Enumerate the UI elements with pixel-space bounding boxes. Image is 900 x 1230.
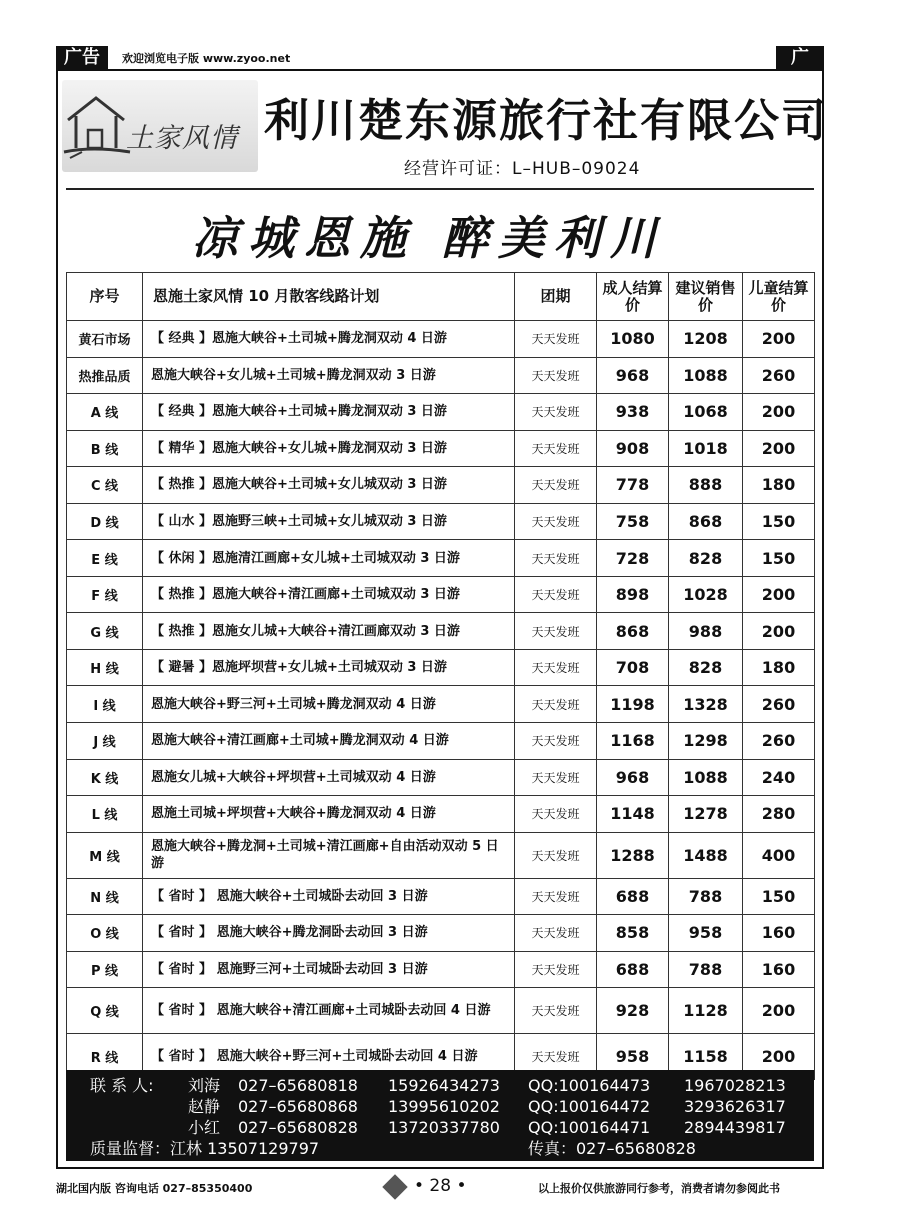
adult-price: 758 [597, 503, 669, 540]
child-price: 260 [743, 686, 815, 723]
child-price: 280 [743, 796, 815, 833]
contact-qq[interactable]: QQ:100164471 [528, 1118, 651, 1137]
retail-price: 1068 [669, 394, 743, 431]
logo [62, 80, 258, 172]
contact-line [66, 1097, 814, 1117]
route-id: M 线 [67, 832, 143, 878]
route-name: 【 山水 】恩施野三峡+土司城+女儿城双动 3 日游 [143, 503, 515, 540]
route-name: 【 精华 】恩施大峡谷+女儿城+腾龙洞双动 3 日游 [143, 430, 515, 467]
route-name: 【 省时 】 恩施大峡谷+清江画廊+土司城卧去动回 4 日游 [143, 988, 515, 1034]
child-price: 200 [743, 394, 815, 431]
adult-price: 728 [597, 540, 669, 577]
route-term: 天天发班 [515, 796, 597, 833]
retail-price: 1028 [669, 576, 743, 613]
adult-price: 968 [597, 759, 669, 796]
child-price: 180 [743, 467, 815, 504]
child-price: 400 [743, 832, 815, 878]
adult-price: 708 [597, 649, 669, 686]
table-row [67, 576, 815, 613]
house-logo-icon [62, 86, 132, 166]
table-row [67, 796, 815, 833]
route-id: 热推品质 [67, 357, 143, 394]
retail-price: 988 [669, 613, 743, 650]
contact-qq[interactable]: QQ:100164473 [528, 1076, 651, 1095]
retail-price: 868 [669, 503, 743, 540]
table-row [67, 430, 815, 467]
company-name: 利川楚东源旅行社有限公司 [264, 94, 829, 147]
retail-price: 1488 [669, 832, 743, 878]
route-name: 【 热推 】恩施大峡谷+清江画廊+土司城双动 3 日游 [143, 576, 515, 613]
table-row [67, 723, 815, 760]
child-price: 200 [743, 1034, 815, 1080]
route-id: L 线 [67, 796, 143, 833]
contact-panel [66, 1070, 814, 1161]
route-name: 恩施大峡谷+野三河+土司城+腾龙洞双动 4 日游 [143, 686, 515, 723]
route-id: E 线 [67, 540, 143, 577]
route-id: P 线 [67, 951, 143, 988]
diamond-icon [382, 1174, 407, 1199]
adult-price: 1168 [597, 723, 669, 760]
route-term: 天天发班 [515, 576, 597, 613]
table-row [67, 832, 815, 878]
route-id: R 线 [67, 1034, 143, 1080]
route-id: K 线 [67, 759, 143, 796]
child-price: 150 [743, 503, 815, 540]
retail-price: 828 [669, 540, 743, 577]
route-name: 恩施女儿城+大峡谷+坪坝营+土司城双动 4 日游 [143, 759, 515, 796]
route-id: N 线 [67, 878, 143, 915]
fax-number[interactable]: 传真：027–65680828 [528, 1139, 696, 1158]
contact-line [66, 1118, 814, 1138]
retail-price: 888 [669, 467, 743, 504]
route-name: 恩施大峡谷+女儿城+土司城+腾龙洞双动 3 日游 [143, 357, 515, 394]
route-id: C 线 [67, 467, 143, 504]
table-row [67, 988, 815, 1034]
route-id: A 线 [67, 394, 143, 431]
child-price: 260 [743, 723, 815, 760]
header-term: 团期 [515, 273, 597, 321]
adult-price: 1288 [597, 832, 669, 878]
header-route: 恩施土家风情 10 月散客线路计划 [143, 273, 515, 321]
retail-price: 788 [669, 951, 743, 988]
contact-name: 赵静 [188, 1097, 221, 1116]
retail-price: 1088 [669, 357, 743, 394]
route-term: 天天发班 [515, 467, 597, 504]
contact-alt[interactable]: 1967028213 [684, 1076, 786, 1095]
route-name: 【 经典 】恩施大峡谷+土司城+腾龙洞双动 3 日游 [143, 394, 515, 431]
table-row [67, 878, 815, 915]
table-row [67, 649, 815, 686]
route-id: B 线 [67, 430, 143, 467]
ad-tag-left: 广告 [56, 46, 108, 70]
child-price: 150 [743, 878, 815, 915]
table-row [67, 686, 815, 723]
contact-qq[interactable]: QQ:100164472 [528, 1097, 651, 1116]
child-price: 240 [743, 759, 815, 796]
table-row [67, 540, 815, 577]
route-id: Q 线 [67, 988, 143, 1034]
adult-price: 778 [597, 467, 669, 504]
route-term: 天天发班 [515, 878, 597, 915]
route-term: 天天发班 [515, 759, 597, 796]
footer-disclaimer: 以上报价仅供旅游同行参考，消费者请勿参阅此书 [538, 1182, 780, 1195]
adult-price: 688 [597, 878, 669, 915]
child-price: 200 [743, 576, 815, 613]
adult-price: 1148 [597, 796, 669, 833]
table-row [67, 613, 815, 650]
route-name: 【 热推 】恩施女儿城+大峡谷+清江画廊双动 3 日游 [143, 613, 515, 650]
child-price: 160 [743, 915, 815, 952]
quality-supervisor: 质量监督：江林 13507129797 [90, 1139, 320, 1158]
table-row [67, 321, 815, 358]
contact-mobile[interactable]: 15926434273 [388, 1076, 500, 1095]
contact-line [66, 1076, 814, 1096]
contact-name: 小红 [188, 1118, 221, 1137]
header-id: 序号 [67, 273, 143, 321]
table-row [67, 357, 815, 394]
license-number: 经营许可证：L–HUB–09024 [404, 159, 641, 179]
table-row [67, 394, 815, 431]
header-retail: 建议销售价 [669, 273, 743, 321]
contact-mobile[interactable]: 13720337780 [388, 1118, 500, 1137]
route-id: H 线 [67, 649, 143, 686]
adult-price: 908 [597, 430, 669, 467]
adult-price: 928 [597, 988, 669, 1034]
retail-price: 1018 [669, 430, 743, 467]
contact-alt[interactable]: 2894439817 [684, 1118, 786, 1137]
contact-tel[interactable]: 027–65680868 [238, 1097, 358, 1116]
header-divider [66, 188, 814, 190]
route-term: 天天发班 [515, 540, 597, 577]
adult-price: 858 [597, 915, 669, 952]
child-price: 160 [743, 951, 815, 988]
child-price: 200 [743, 988, 815, 1034]
route-term: 天天发班 [515, 357, 597, 394]
route-term: 天天发班 [515, 321, 597, 358]
table-row [67, 951, 815, 988]
retail-price: 1298 [669, 723, 743, 760]
child-price: 150 [743, 540, 815, 577]
page-number: • 28 • [414, 1176, 467, 1196]
footer-left: 湖北国内版 咨询电话 027–85350400 [56, 1182, 253, 1195]
route-id: I 线 [67, 686, 143, 723]
table-row [67, 467, 815, 504]
route-price-table [66, 272, 815, 1080]
route-name: 【 热推 】恩施大峡谷+土司城+女儿城双动 3 日游 [143, 467, 515, 504]
route-term: 天天发班 [515, 503, 597, 540]
route-name: 恩施大峡谷+腾龙洞+土司城+清江画廊+自由活动双动 5 日游 [143, 832, 515, 878]
route-name: 【 经典 】恩施大峡谷+土司城+腾龙洞双动 4 日游 [143, 321, 515, 358]
route-term: 天天发班 [515, 613, 597, 650]
retail-price: 958 [669, 915, 743, 952]
child-price: 200 [743, 321, 815, 358]
contact-alt[interactable]: 3293626317 [684, 1097, 786, 1116]
table-row [67, 915, 815, 952]
contact-name: 刘海 [188, 1076, 221, 1095]
header-child: 儿童结算价 [743, 273, 815, 321]
route-id: J 线 [67, 723, 143, 760]
contact-tel[interactable]: 027–65680828 [238, 1118, 358, 1137]
route-id: G 线 [67, 613, 143, 650]
adult-price: 1198 [597, 686, 669, 723]
retail-price: 788 [669, 878, 743, 915]
route-id: O 线 [67, 915, 143, 952]
ad-tag-right: 广告 [776, 46, 824, 70]
retail-price: 1128 [669, 988, 743, 1034]
adult-price: 688 [597, 951, 669, 988]
adult-price: 968 [597, 357, 669, 394]
route-term: 天天发班 [515, 1034, 597, 1080]
retail-price: 828 [669, 649, 743, 686]
route-term: 天天发班 [515, 832, 597, 878]
table-header-row [67, 273, 815, 321]
slogan: 凉城恩施 醉美利川 [192, 211, 667, 265]
route-id: F 线 [67, 576, 143, 613]
child-price: 200 [743, 430, 815, 467]
route-name: 【 省时 】 恩施野三河+土司城卧去动回 3 日游 [143, 951, 515, 988]
child-price: 200 [743, 613, 815, 650]
route-name: 恩施土司城+坪坝营+大峡谷+腾龙洞双动 4 日游 [143, 796, 515, 833]
retail-price: 1158 [669, 1034, 743, 1080]
header-adult: 成人结算价 [597, 273, 669, 321]
route-name: 【 省时 】 恩施大峡谷+野三河+土司城卧去动回 4 日游 [143, 1034, 515, 1080]
contact-mobile[interactable]: 13995610202 [388, 1097, 500, 1116]
adult-price: 938 [597, 394, 669, 431]
route-term: 天天发班 [515, 915, 597, 952]
retail-price: 1278 [669, 796, 743, 833]
contact-line [66, 1139, 814, 1159]
route-term: 天天发班 [515, 951, 597, 988]
adult-price: 868 [597, 613, 669, 650]
contact-label: 联 系 人: [90, 1076, 154, 1095]
route-term: 天天发班 [515, 723, 597, 760]
table-row [67, 503, 815, 540]
child-price: 180 [743, 649, 815, 686]
route-name: 【 避暑 】恩施坪坝营+女儿城+土司城双动 3 日游 [143, 649, 515, 686]
retail-price: 1328 [669, 686, 743, 723]
route-name: 【 省时 】 恩施大峡谷+土司城卧去动回 3 日游 [143, 878, 515, 915]
retail-price: 1088 [669, 759, 743, 796]
adult-price: 1080 [597, 321, 669, 358]
retail-price: 1208 [669, 321, 743, 358]
table-row [67, 759, 815, 796]
website-url[interactable]: 欢迎浏览电子版 www.zyoo.net [122, 52, 291, 65]
adult-price: 898 [597, 576, 669, 613]
logo-text: 土家风情 [126, 123, 238, 154]
child-price: 260 [743, 357, 815, 394]
route-term: 天天发班 [515, 686, 597, 723]
route-name: 恩施大峡谷+清江画廊+土司城+腾龙洞双动 4 日游 [143, 723, 515, 760]
route-name: 【 休闲 】恩施清江画廊+女儿城+土司城双动 3 日游 [143, 540, 515, 577]
adult-price: 958 [597, 1034, 669, 1080]
route-term: 天天发班 [515, 988, 597, 1034]
route-term: 天天发班 [515, 649, 597, 686]
route-term: 天天发班 [515, 430, 597, 467]
route-term: 天天发班 [515, 394, 597, 431]
route-id: 黄石市场 [67, 321, 143, 358]
route-name: 【 省时 】 恩施大峡谷+腾龙洞卧去动回 3 日游 [143, 915, 515, 952]
route-id: D 线 [67, 503, 143, 540]
contact-tel[interactable]: 027–65680818 [238, 1076, 358, 1095]
